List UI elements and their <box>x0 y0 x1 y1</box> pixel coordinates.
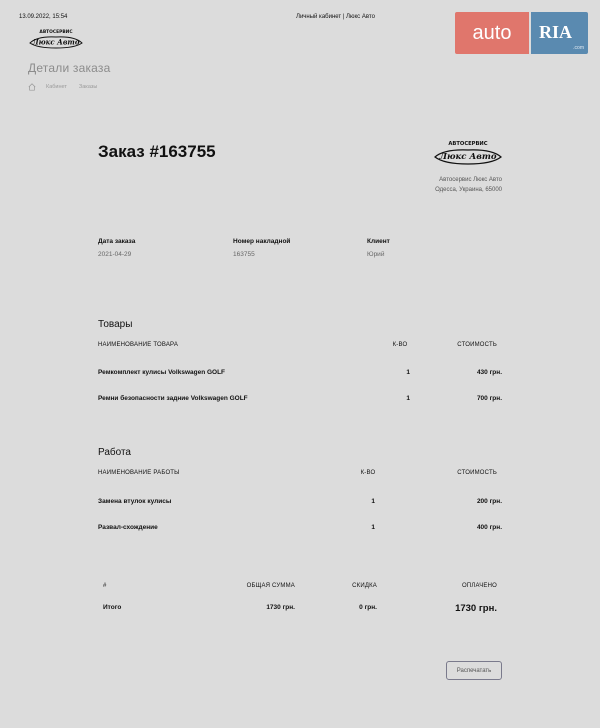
autoria-auto-text: auto <box>455 12 529 54</box>
work-header-price: СТОИМОСТЬ <box>457 470 497 476</box>
breadcrumb-item-cabinet[interactable]: Кабинет <box>46 84 67 90</box>
order-date-value: 2021-04-29 <box>98 251 132 258</box>
logo-script-text: Люкс Авто <box>32 37 80 47</box>
summary-total-value: 1730 грн. <box>266 604 295 611</box>
logo-top-text: АВТОСЕРВИС <box>39 30 73 35</box>
company-name: Автосервис Люкс Авто <box>439 177 502 183</box>
client-value: Юрий <box>367 251 385 258</box>
autoria-ria-block <box>531 12 588 54</box>
breadcrumb <box>28 82 109 92</box>
work-row-2-qty: 1 <box>371 524 375 531</box>
summary-header-number: # <box>103 583 107 589</box>
company-logo-script-text: Люкс Авто <box>439 152 497 162</box>
summary-header-paid: ОПЛАЧЕНО <box>461 583 497 589</box>
invoice-number-value: 163755 <box>233 251 255 258</box>
autoria-ria-text: RIA <box>539 22 573 42</box>
company-address: Одесса, Украина, 65000 <box>435 187 502 193</box>
breadcrumb-item-orders[interactable]: Заказы <box>78 84 98 90</box>
work-row-2-price: 400 грн. <box>476 524 502 531</box>
work-row-2-name: Развал-схождение <box>98 524 158 531</box>
work-row-1-price: 200 грн. <box>476 498 502 505</box>
goods-section-title: Товары <box>98 319 133 330</box>
goods-row-1-qty: 1 <box>406 369 410 376</box>
goods-header-name: НАИМЕНОВАНИЕ ТОВАРА <box>98 342 179 348</box>
summary-header-discount: СКИДКА <box>352 583 377 589</box>
summary-label: Итого <box>103 604 122 611</box>
goods-row-2-qty: 1 <box>406 395 410 402</box>
work-row-1-qty: 1 <box>371 498 375 505</box>
order-title: Заказ #163755 <box>98 142 216 161</box>
lux-auto-logo <box>27 28 85 50</box>
goods-header-qty: К-ВО <box>392 342 408 348</box>
print-datetime: 13.09.2022, 15:54 <box>19 14 68 20</box>
work-section-title: Работа <box>98 447 131 458</box>
goods-row-2-price: 700 грн. <box>476 395 502 402</box>
page-title: Детали заказа <box>28 61 111 75</box>
summary-paid-value: 1730 грн. <box>455 603 497 614</box>
client-label: Клиент <box>367 238 390 245</box>
summary-discount-value: 0 грн. <box>359 604 377 611</box>
invoice-number-label: Номер накладной <box>233 238 291 245</box>
order-date-label: Дата заказа <box>98 238 136 245</box>
home-icon[interactable] <box>28 83 36 91</box>
work-header-qty: К-ВО <box>360 470 376 476</box>
work-header-name: НАИМЕНОВАНИЕ РАБОТЫ <box>98 470 180 476</box>
goods-row-2-name: Ремни безопасности задние Volkswagen GOLF <box>98 395 248 402</box>
company-logo-top-text: АВТОСЕРВИС <box>448 141 488 147</box>
autoria-logo <box>455 12 588 54</box>
goods-header-price: СТОИМОСТЬ <box>457 342 497 348</box>
work-row-1-name: Замена втулок кулисы <box>98 498 172 505</box>
goods-row-1-price: 430 грн. <box>476 369 502 376</box>
goods-row-1-name: Ремкомплект кулисы Volkswagen GOLF <box>98 369 226 376</box>
company-logo <box>432 139 504 166</box>
print-button[interactable]: Распечатать <box>446 661 502 680</box>
autoria-com-text: .com <box>573 45 584 51</box>
print-page-title: Личный кабинет | Люкс Авто <box>296 14 375 20</box>
summary-header-total: ОБЩАЯ СУММА <box>246 583 295 589</box>
